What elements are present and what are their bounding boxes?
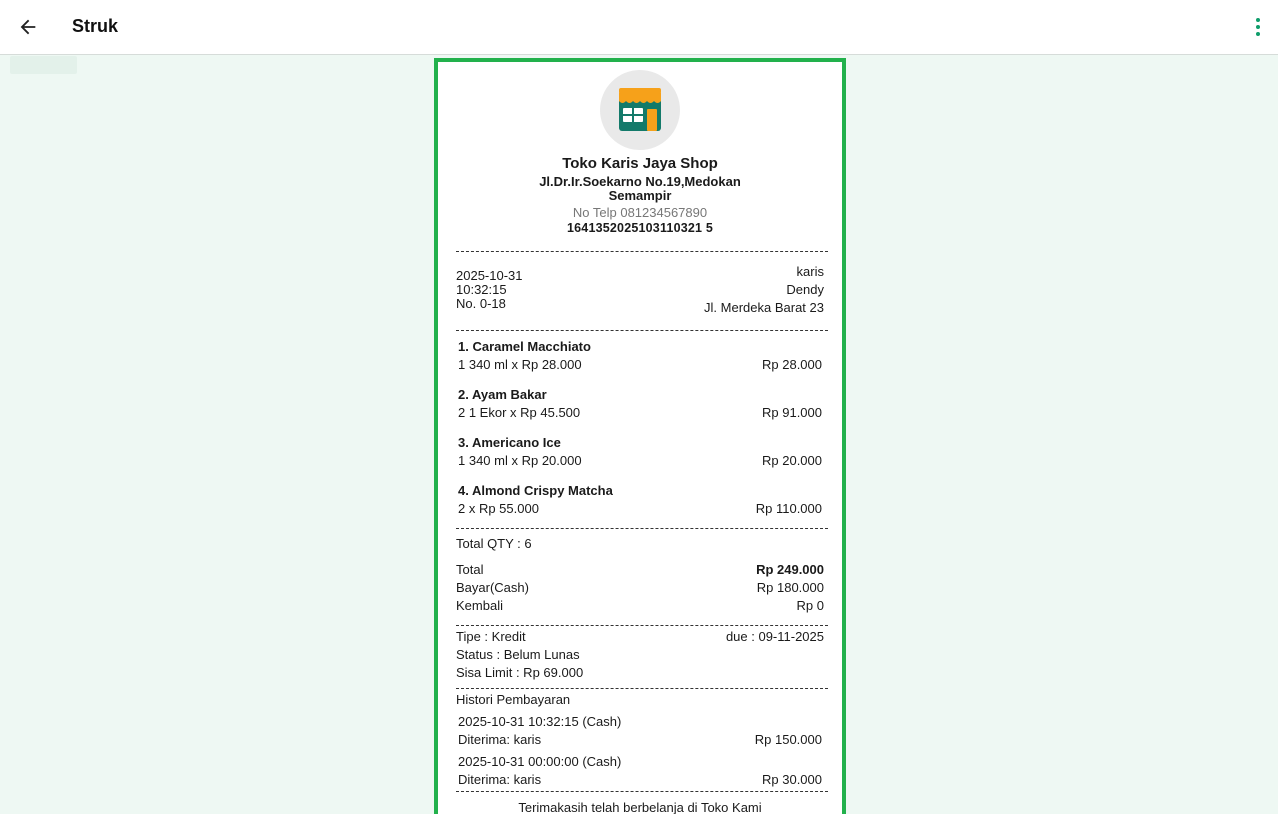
item-subtotal: Rp 20.000	[762, 453, 822, 468]
divider	[456, 791, 828, 792]
item-name: 3. Americano Ice	[458, 435, 561, 450]
divider	[456, 528, 828, 529]
divider	[456, 688, 828, 689]
paid-value: Rp 180.000	[756, 580, 824, 595]
payment-type: Tipe : Kredit	[456, 629, 526, 644]
store-icon	[618, 87, 662, 133]
more-options-button[interactable]	[1244, 11, 1272, 43]
payment-amount: Rp 30.000	[762, 772, 822, 787]
customer-address: Jl. Merdeka Barat 23	[704, 300, 824, 315]
item-detail: 2 1 Ekor x Rp 45.500	[458, 405, 581, 420]
divider	[456, 330, 828, 331]
total-qty: Total QTY : 6	[456, 536, 532, 551]
address-line-1: Jl.Dr.Ir.Soekarno No.19,Medokan	[539, 174, 741, 189]
item-name: 1. Caramel Macchiato	[458, 339, 591, 354]
receipt-card	[434, 58, 846, 814]
total-label: Total	[456, 562, 484, 577]
item-detail: 1 340 ml x Rp 20.000	[458, 453, 582, 468]
paid-label: Bayar(Cash)	[456, 580, 529, 595]
app-bar	[0, 0, 1278, 55]
customer-name: Dendy	[786, 282, 824, 297]
due-date: due : 09-11-2025	[725, 629, 824, 644]
item-detail: 1 340 ml x Rp 28.000	[458, 357, 582, 372]
payment-status: Status : Belum Lunas	[456, 647, 580, 662]
change-label: Kembali	[456, 598, 503, 613]
remaining-limit: Sisa Limit : Rp 69.000	[456, 665, 584, 680]
receipt-time: 10:32:15	[456, 282, 507, 297]
shop-name: Toko Karis Jaya Shop	[562, 155, 718, 172]
more-vert-icon	[1256, 18, 1260, 22]
payment-amount: Rp 150.000	[754, 732, 822, 747]
payment-datetime: 2025-10-31 10:32:15 (Cash)	[458, 714, 622, 729]
faded-chip	[10, 56, 77, 74]
payment-received-by: Diterima: karis	[458, 732, 542, 747]
total-value: Rp 249.000	[756, 562, 824, 577]
item-subtotal: Rp 110.000	[755, 501, 822, 516]
address-line-2: Semampir	[608, 188, 672, 203]
arrow-left-icon	[17, 16, 39, 38]
receipt-number: No. 0-18	[456, 296, 506, 311]
history-title: Histori Pembayaran	[456, 692, 571, 707]
back-button[interactable]	[8, 7, 48, 47]
item-subtotal: Rp 28.000	[762, 357, 822, 372]
cashier-name: karis	[796, 264, 824, 279]
item-detail: 2 x Rp 55.000	[458, 501, 539, 516]
transaction-id: 1641352025103110321 5	[566, 221, 714, 235]
divider	[456, 251, 828, 252]
payment-datetime: 2025-10-31 00:00:00 (Cash)	[458, 754, 622, 769]
page-title: Struk	[72, 16, 119, 36]
payment-received-by: Diterima: karis	[458, 772, 542, 787]
thank-you-message: Terimakasih telah berbelanja di Toko Kami	[518, 800, 762, 814]
item-name: 4. Almond Crispy Matcha	[458, 483, 613, 498]
shop-address	[438, 175, 842, 203]
change-value: Rp 0	[796, 598, 824, 613]
shop-logo	[600, 70, 680, 150]
item-name: 2. Ayam Bakar	[458, 387, 547, 402]
shop-phone: No Telp 081234567890	[572, 205, 708, 220]
receipt-date: 2025-10-31	[456, 268, 523, 283]
divider	[456, 625, 828, 626]
item-subtotal: Rp 91.000	[762, 405, 822, 420]
